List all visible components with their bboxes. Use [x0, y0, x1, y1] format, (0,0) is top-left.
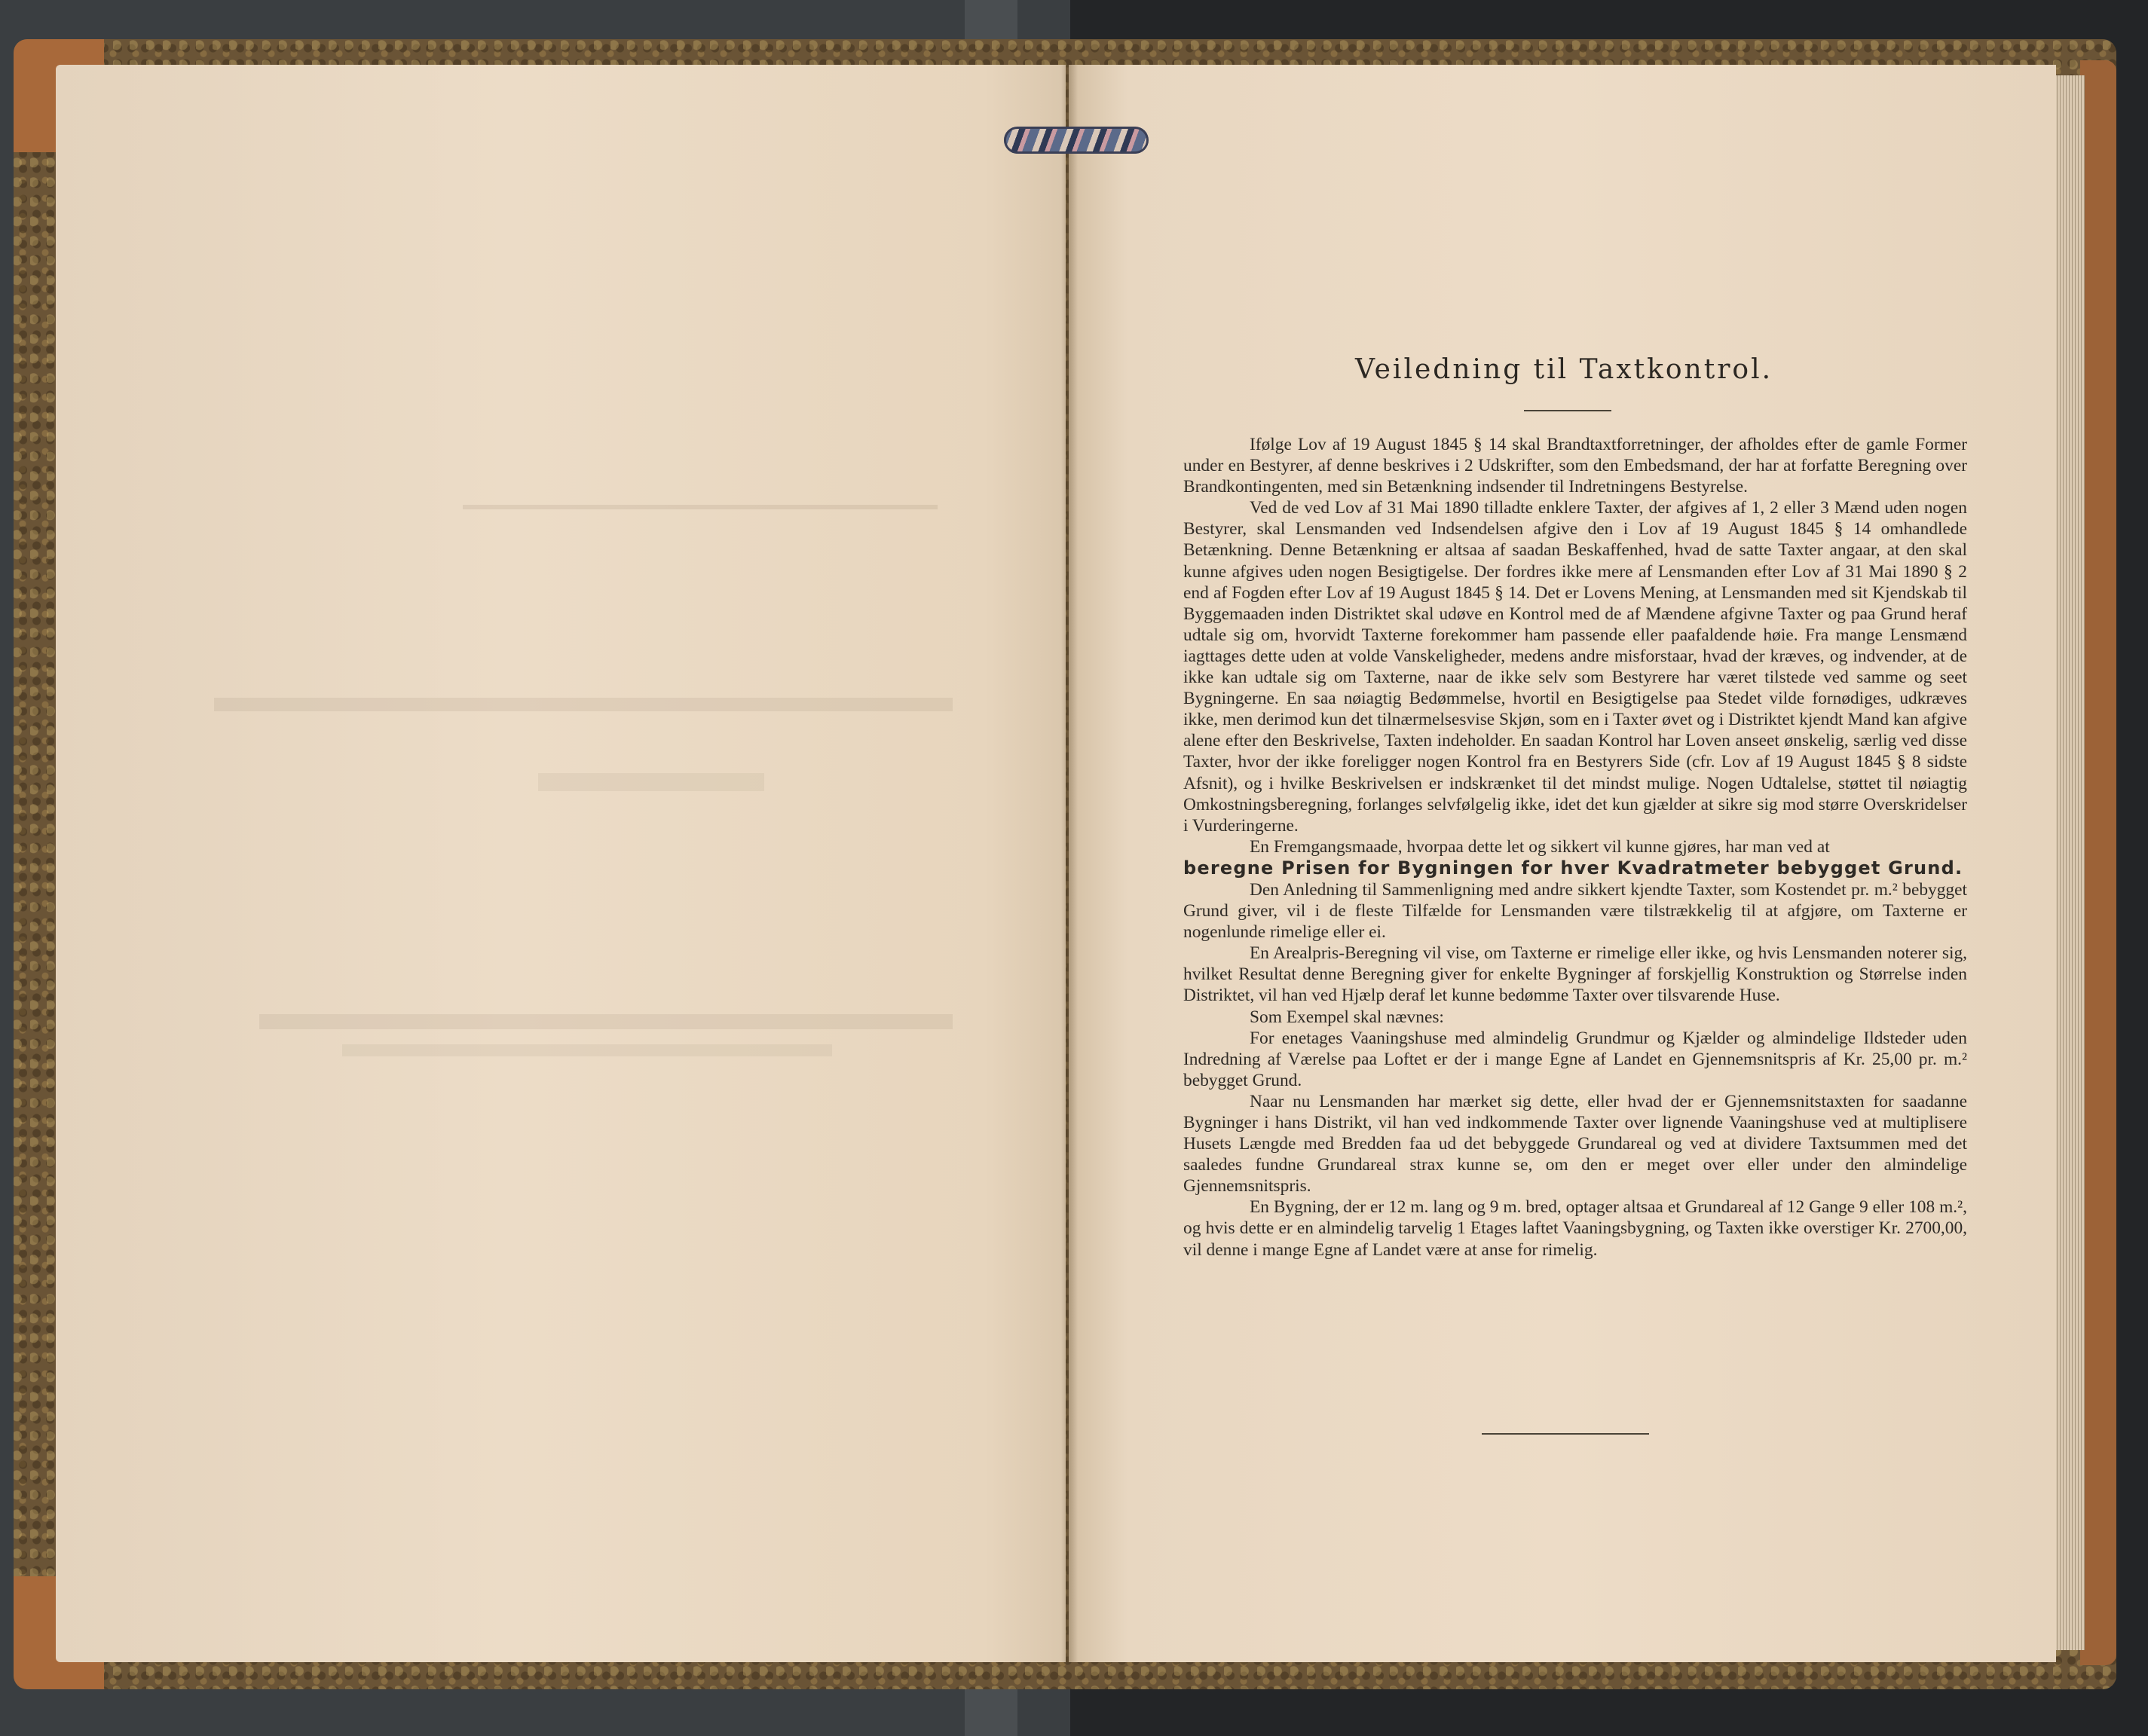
left-page: [56, 65, 1066, 1662]
show-through-line: [538, 773, 764, 791]
end-rule: [1482, 1433, 1649, 1435]
document-title: Veiledning til Taxtkontrol.: [1354, 354, 1773, 385]
paragraph: En Arealpris-Beregning vil vise, om Taxterne er rimelige eller ikke, og hvis Lensmanden noterer sig, hvilket Resultat denne Beregning giver for enkelte Bygninger af forskjellig Konstruktion og Størrelse inden Distriktet, vil han ved Hjælp deraf let kunne bedømme Taxter over tilsvarende Huse.: [1183, 943, 1967, 1006]
page-gutter: [1061, 65, 1078, 1662]
paragraph: For enetages Vaaningshuse med almindelig Grundmur og Kjælder og almindelige Ildsteder uden Indredning af Værelse paa Loftet er der i mange Egne af Landet en Gjennemsnitspris af Kr. 25,00 pr. m.² bebygget Grund.: [1183, 1028, 1967, 1090]
binding-thread: [1004, 127, 1149, 154]
show-through-line: [342, 1044, 832, 1056]
leather-spine-right: [2080, 60, 2116, 1665]
paragraph: En Bygning, der er 12 m. lang og 9 m. bred, optager altsaa et Grundareal af 12 Gange 9 eller 108 m.², og hvis dette er en almindelig tarvelig 1 Etages laftet Vaaningsbygning, og Taxten ikke overstiger Kr. 2700,00, vil denne i mange Egne af Landet være at anse for rimelig.: [1183, 1197, 1967, 1260]
emphasis-paragraph: [1183, 857, 1967, 879]
title-rule: [1524, 410, 1611, 411]
emphasis-text: beregne Prisen for Bygningen for hver Kvadratmeter bebygget Grund.: [1183, 857, 1963, 879]
show-through-line: [259, 1014, 953, 1029]
page-edges: [2055, 75, 2085, 1650]
show-through-heading: [463, 464, 938, 509]
paragraph: Som Exempel skal nævnes:: [1250, 1007, 1444, 1027]
paragraph: Ved de ved Lov af 31 Mai 1890 tilladte enklere Taxter, der afgives af 1, 2 eller 3 Mænd uden nogen Bestyrer, skal Lensmanden ved Indsendelsen afgive den i Lov af 19 August 1845 § 14 omhandlede Betænkning. Denne Betænkning er altsaa af saadan Beskaffenhed, hvad de satte Taxter angaar, at den skal kunne afgives uden nogen Besigtigelse. Der fordres ikke mere af Lensmanden efter Lov af 31 Mai 1890 § 2 end af Fogden efter Lov af 19 August 1845 § 14. Det er Lovens Mening, at Lensmanden med sit Kjendskab til Byggemaaden inden Distriktet skal udøve en Kontrol med de af Mændene afgivne Taxter og paa Grund heraf udtale sig om, hvorvidt Taxterne forekommer ham passende eller paafaldende høie. Fra mange Lensmænd iagttages dette uden at volde Vanskeligheder, medens andre misforstaar, hvad der kræves, og indvender, at de ikke kan udtale sig om Taxterne, naar de ikke selv som Bestyrere har været tilstede ved samme og seet Bygningerne. En saa nøiagtig Bedømmelse, hvortil en Besigtigelse paa Stedet vilde fornødiges, udkræves ikke, men derimod kun det tilnærmelsesvise Skjøn, som en i Taxter øvet og i Distriktet kjendt Mand kan afgive alene efter den Beskrivelse, Taxten indeholder. En saadan Kontrol har Loven anseet ønskelig, særlig ved disse Taxter, hvor der ikke foreligger nogen Kontrol fra en Bestyrers Side (cfr. Lov af 19 August 1845 § 8 sidste Afsnit), og i hvilke Beskrivelsen er indskrænket til det mindst mulige. Nogen Udtalelse, støttet til nøiagtig Omkostningsberegning, forlanges selvfølgelig ikke, idet det kun gjælder at sikre sig mod større Overskridelser i Vurderingerne.: [1183, 498, 1967, 836]
paragraph: Ifølge Lov af 19 August 1845 § 14 skal Brandtaxtforretninger, der afholdes efter de gamle Former under en Bestyrer, af denne beskrives i 2 Udskrifter, som den Embedsmand, der har at forfatte Beregning over Brandkontingenten, med sin Betænkning indsender til Indretningens Bestyrelse.: [1183, 435, 1967, 497]
show-through-line: [214, 698, 953, 711]
paragraph: Naar nu Lensmanden har mærket sig dette, eller hvad der er Gjennemsnitstaxten for saadanne Bygninger i hans Distrikt, vil han ved indkommende Taxter over lignende Vaaningshuse ved at multiplisere Husets Længde med Bredden faa ud det bebyggede Grundareal og ved at dividere Taxtsummen med det saaledes fundne Grundareal strax kunne se, om den er meget over eller under den almindelige Gjennemsnitspris.: [1183, 1091, 1967, 1197]
document-body: [1183, 434, 1967, 1261]
paragraph: En Fremgangsmaade, hvorpaa dette let og sikkert vil kunne gjøres, har man ved at: [1250, 836, 1830, 857]
paragraph: Den Anledning til Sammenligning med andre sikkert kjendte Taxter, som Kostendet pr. m.² bebygget Grund giver, vil i de fleste Tilfælde for Lensmanden være tilstrækkelig til at afgjøre, om Taxterne er nogenlunde rimelige eller ei.: [1183, 879, 1967, 943]
